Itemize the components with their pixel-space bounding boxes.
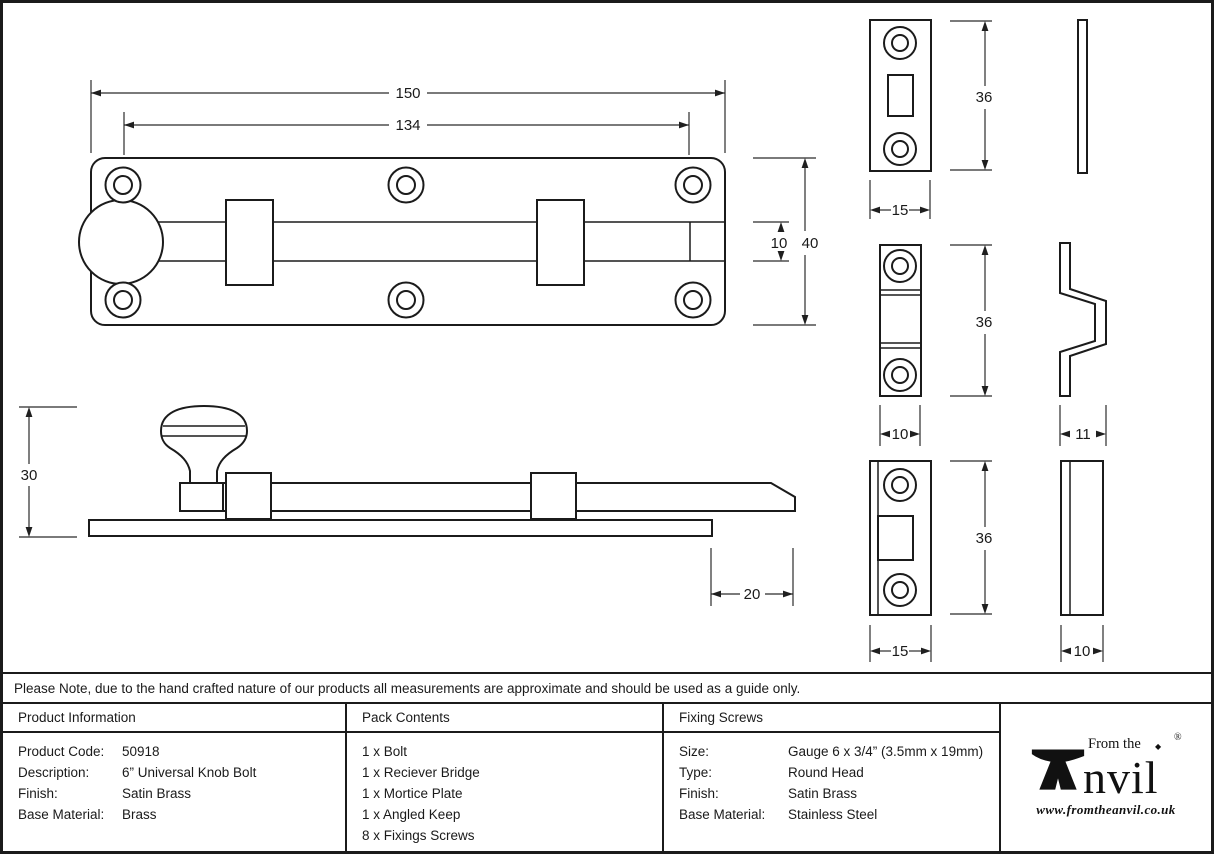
receiver-bridge-drawing (880, 243, 1106, 446)
fixing-screws-column (664, 704, 1001, 851)
pack-contents-header: Pack Contents (347, 704, 662, 733)
table-row (18, 783, 330, 804)
mortice-plate-edge (1078, 20, 1087, 173)
dim-bolt-width: 10 (770, 235, 788, 252)
keep-notch (878, 516, 913, 560)
guide-bracket-side (226, 473, 271, 519)
table-row (679, 762, 984, 783)
pack-contents-column (347, 704, 664, 851)
row-label: Type: (679, 765, 713, 780)
row-label: Base Material: (679, 807, 766, 822)
dim-overall-length: 150 (395, 85, 421, 102)
technical-drawing (3, 3, 1211, 672)
top-view-drawing (79, 80, 818, 325)
dim-bridge-width: 10 (891, 426, 909, 443)
table-row (679, 783, 984, 804)
dim-overall-height: 30 (20, 467, 38, 484)
knob-stem (180, 483, 223, 511)
mortice-slot (888, 75, 913, 116)
knob-plan (79, 200, 163, 284)
pack-item: 1 x Bolt (362, 744, 408, 759)
baseplate-side (89, 520, 712, 536)
table-row (679, 741, 984, 762)
angled-keep-drawing (870, 461, 1103, 662)
guide-bracket-side (531, 473, 576, 519)
dim-throw: 20 (743, 586, 761, 603)
row-label: Base Material: (18, 807, 105, 822)
row-label: Description: (18, 765, 90, 780)
product-information-column (3, 704, 347, 851)
table-row (18, 804, 330, 825)
logo-from-the: From the (1088, 736, 1141, 752)
dim-plate-width: 40 (801, 235, 819, 252)
spec-table (3, 704, 1211, 851)
dim-bolt-length: 134 (395, 117, 421, 134)
logo-i-dot-icon: ◆ (1155, 742, 1162, 751)
dim-mortice-height: 36 (975, 89, 993, 106)
anvil-icon (1030, 746, 1086, 794)
pack-item: 1 x Angled Keep (362, 807, 461, 822)
row-value: Gauge 6 x 3/4” (3.5mm x 19mm) (788, 744, 984, 759)
guide-bracket (226, 200, 273, 285)
row-value: Brass (122, 807, 157, 822)
mortice-plate-drawing (870, 20, 1087, 219)
bolt-side (193, 483, 795, 511)
row-value: 50918 (122, 744, 160, 759)
product-information-header: Product Information (3, 704, 345, 733)
pack-item: 1 x Mortice Plate (362, 786, 463, 801)
disclaimer-text: Please Note, due to the hand crafted nature of our products all measurements are approximate and should be used as a guide only. (14, 680, 801, 696)
dim-keep-depth: 10 (1073, 643, 1091, 660)
knob-dome (161, 406, 247, 483)
disclaimer-bar (3, 672, 1211, 704)
row-label: Size: (679, 744, 710, 759)
dim-bridge-height: 36 (975, 314, 993, 331)
row-value: Round Head (788, 765, 864, 780)
row-value: Satin Brass (788, 786, 858, 801)
dim-mortice-width: 15 (891, 202, 909, 219)
table-row (679, 804, 984, 825)
pack-item: 8 x Fixings Screws (362, 828, 475, 843)
row-value: Stainless Steel (788, 807, 878, 822)
logo-website: www.fromtheanvil.co.uk (1036, 802, 1176, 817)
logo-name: nvil (1083, 751, 1159, 803)
row-label: Finish: (679, 786, 719, 801)
keep-edge (1061, 461, 1103, 615)
row-value: 6” Universal Knob Bolt (122, 765, 257, 780)
brand-cell (1001, 704, 1211, 851)
brand-logo (1001, 704, 1211, 851)
dim-keep-height: 36 (975, 530, 993, 547)
dim-bridge-depth: 11 (1075, 426, 1091, 443)
row-label: Finish: (18, 786, 58, 801)
guide-bracket (537, 200, 584, 285)
row-label: Product Code: (18, 744, 105, 759)
table-row (18, 741, 330, 762)
row-value: Satin Brass (122, 786, 192, 801)
table-row (18, 762, 330, 783)
fixing-screws-header: Fixing Screws (664, 704, 999, 733)
drawing-canvas (3, 3, 1211, 672)
side-view-drawing (19, 406, 795, 606)
pack-item: 1 x Reciever Bridge (362, 765, 480, 780)
bridge-profile (1060, 243, 1106, 396)
registered-mark-icon: ® (1174, 732, 1182, 743)
dim-keep-width: 15 (891, 643, 909, 660)
